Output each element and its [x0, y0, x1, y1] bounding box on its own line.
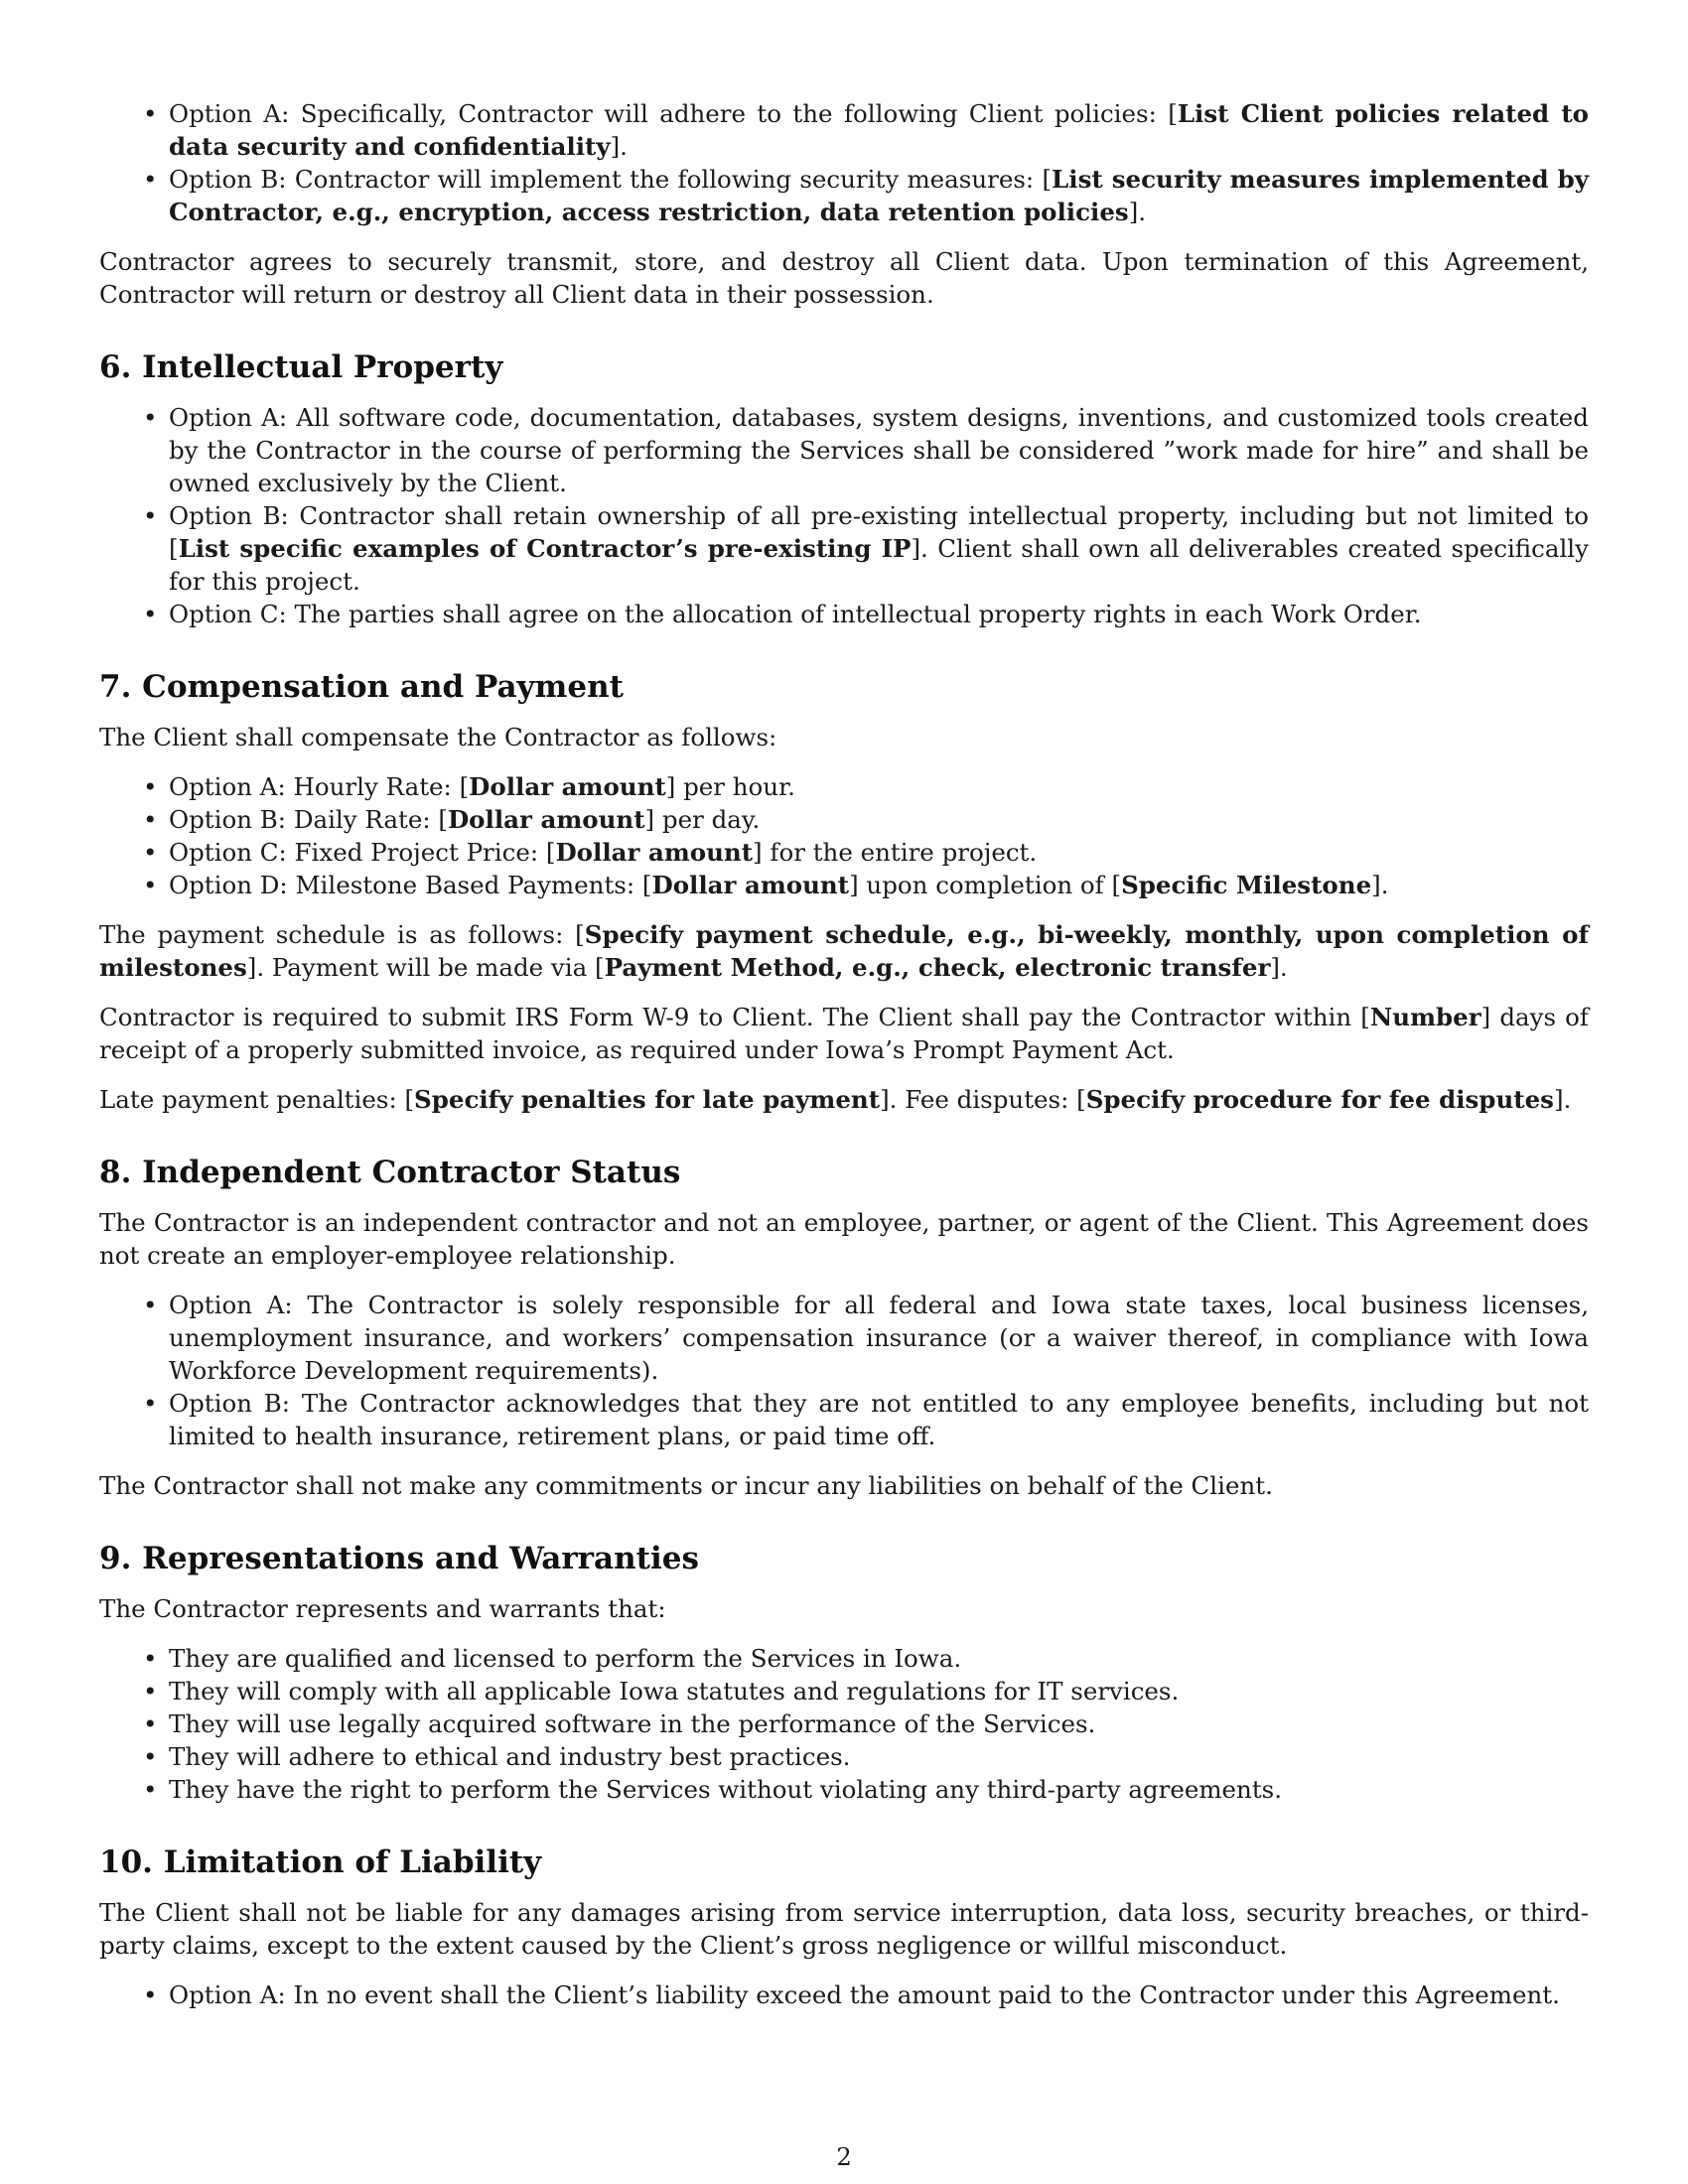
contractor-status-option-a: • Option A: The Contractor is solely responsible for all federal and Iowa state taxes, local business licenses, unemployment insurance, and workers’ compensation insurance (or a waiver thereof, in compliance with Iowa Workforce Development requirements).: [169, 1289, 1589, 1387]
document-page: [99, 97, 1589, 2028]
section-9-heading: 9. Representations and Warranties: [99, 1541, 699, 1576]
placeholder-dollar-amount: Dollar amount: [469, 772, 666, 801]
compensation-option-d: • Option D: Milestone Based Payments: [Dollar amount] upon completion of [Specific Milestone].: [169, 869, 1589, 901]
contractor-status-option-b: • Option B: The Contractor acknowledges that they are not entitled to any employee benefits, including but not limited to health insurance, retirement plans, or paid time off.: [169, 1387, 1589, 1452]
compensation-option-c: • Option C: Fixed Project Price: [Dollar amount] for the entire project.: [169, 836, 1589, 869]
compensation-options-list: [99, 770, 1589, 901]
ip-options-list: [99, 401, 1589, 630]
warranty-item: • They will adhere to ethical and industry best practices.: [169, 1740, 1589, 1773]
placeholder-payment-schedule: Specify payment schedule, e.g., bi-weekly, monthly, upon completion of milestones: [99, 920, 1590, 982]
w9-paragraph: Contractor is required to submit IRS Form W-9 to Client. The Client shall pay the Contractor within [Number] days of receipt of a properly submitted invoice, as required under Iowa’s Prompt Payment Act.: [99, 1003, 1589, 1064]
payment-schedule-paragraph: The payment schedule is as follows: [Specify payment schedule, e.g., bi-weekly, monthly, upon completion of milestones]. Payment will be made via [Payment Method, e.g., check, electronic transfer].: [99, 920, 1590, 982]
placeholder-payment-method: Payment Method, e.g., check, electronic transfer: [604, 953, 1271, 982]
security-option-a: • Option A: Specifically, Contractor will adhere to the following Client policies: [List Client policies related to data security and confidentiality].: [169, 97, 1589, 163]
placeholder-dollar-amount: Dollar amount: [651, 871, 850, 899]
ip-option-c: • Option C: The parties shall agree on the allocation of intellectual property rights in each Work Order.: [169, 598, 1589, 630]
ip-option-a: • Option A: All software code, documentation, databases, system designs, inventions, and customized tools created by the Contractor in the course of performing the Services shall be considered ”work made for hire” and shall be owned exclusively by the Client.: [169, 401, 1589, 499]
placeholder-late-penalties: Specify penalties for late payment: [414, 1085, 881, 1114]
warranty-item: • They are qualified and licensed to perform the Services in Iowa.: [169, 1642, 1589, 1675]
contractor-status-closing: The Contractor shall not make any commitments or incur any liabilities on behalf of the Client.: [99, 1471, 1273, 1500]
liability-option-a: • Option A: In no event shall the Client’s liability exceed the amount paid to the Contractor under this Agreement.: [169, 1979, 1589, 2011]
warranties-intro: The Contractor represents and warrants that:: [99, 1594, 666, 1623]
contractor-status-options-list: [99, 1289, 1589, 1452]
late-payment-paragraph: Late payment penalties: [Specify penalties for late payment]. Fee disputes: [Specify procedure for fee disputes].: [99, 1085, 1572, 1114]
placeholder-fee-disputes: Specify procedure for fee disputes: [1085, 1085, 1554, 1114]
placeholder-security-measures: List security measures implemented by Contractor, e.g., encryption, access restriction, data retention policies: [169, 165, 1589, 226]
placeholder-specific-milestone: Specific Milestone: [1121, 871, 1372, 899]
section-7-heading: 7. Compensation and Payment: [99, 669, 624, 705]
placeholder-dollar-amount: Dollar amount: [447, 805, 645, 834]
liability-intro: The Client shall not be liable for any damages arising from service interruption, data loss, security breaches, or third-party claims, except to the extent caused by the Client’s gross negligence or willful misconduct.: [99, 1898, 1589, 1960]
compensation-option-a: • Option A: Hourly Rate: [Dollar amount] per hour.: [169, 770, 1589, 803]
liability-options-list: [99, 1979, 1589, 2011]
warranty-item: • They have the right to perform the Services without violating any third-party agreements.: [169, 1773, 1589, 1806]
warranties-list: [99, 1642, 1589, 1806]
compensation-intro: The Client shall compensate the Contractor as follows:: [99, 723, 777, 751]
warranty-item: • They will comply with all applicable Iowa statutes and regulations for IT services.: [169, 1675, 1589, 1707]
placeholder-number: Number: [1369, 1003, 1481, 1031]
warranty-item: • They will use legally acquired software in the performance of the Services.: [169, 1707, 1589, 1740]
page-number: 2: [836, 2142, 852, 2171]
security-option-b: • Option B: Contractor will implement the following security measures: [List security measures implemented by Contractor, e.g., encryption, access restriction, data retention policies].: [169, 163, 1589, 228]
section-8-heading: 8. Independent Contractor Status: [99, 1155, 681, 1190]
security-options-list: [99, 97, 1589, 228]
placeholder-preexisting-ip: List specific examples of Contractor’s pre-existing IP: [178, 534, 912, 563]
data-security-paragraph: Contractor agrees to securely transmit, store, and destroy all Client data. Upon termination of this Agreement, Contractor will return or destroy all Client data in their possession.: [99, 247, 1589, 309]
contractor-status-intro: The Contractor is an independent contractor and not an employee, partner, or agent of the Client. This Agreement does not create an employer-employee relationship.: [99, 1208, 1589, 1270]
section-6-heading: 6. Intellectual Property: [99, 349, 503, 385]
section-10-heading: 10. Limitation of Liability: [99, 1844, 542, 1880]
compensation-option-b: • Option B: Daily Rate: [Dollar amount] per day.: [169, 803, 1589, 836]
placeholder-dollar-amount: Dollar amount: [555, 838, 754, 867]
placeholder-client-policies: List Client policies related to data security and confidentiality: [169, 99, 1590, 161]
ip-option-b: • Option B: Contractor shall retain ownership of all pre-existing intellectual property, including but not limited to [List specific examples of Contractor’s pre-existing IP]. Client shall own all deliverables created specifically for this project.: [169, 499, 1589, 598]
